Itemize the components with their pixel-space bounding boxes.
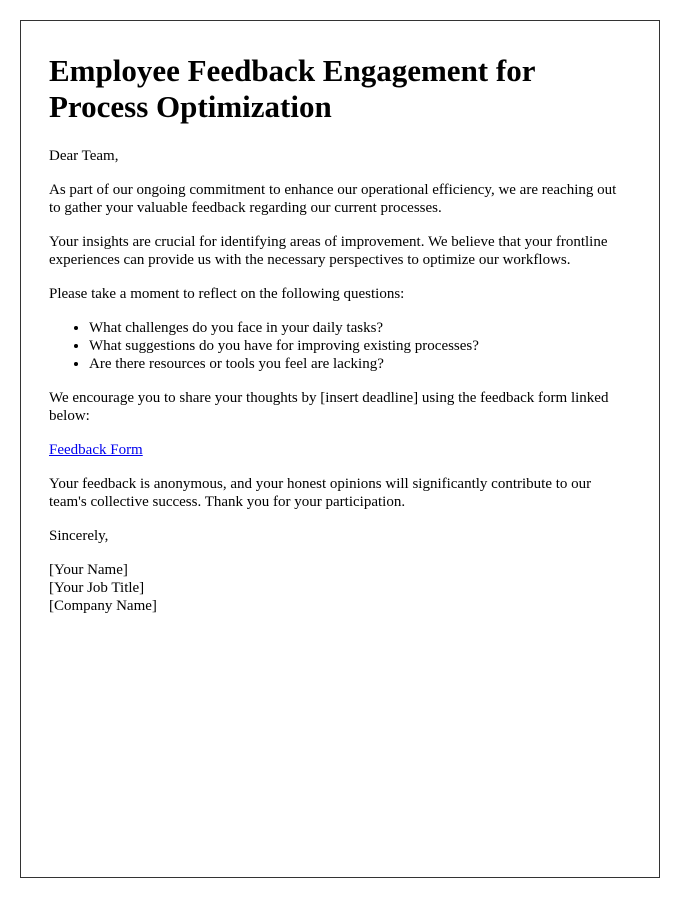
- signature-block: [49, 561, 631, 615]
- signature-company: [Company Name]: [49, 598, 157, 614]
- signature-name: [Your Name]: [49, 562, 128, 578]
- questions-intro: Please take a moment to reflect on the following questions:: [49, 286, 405, 302]
- feedback-form-link[interactable]: Feedback Form: [49, 442, 143, 458]
- deadline-paragraph: We encourage you to share your thoughts by [insert deadline] using the feedback form linked below:: [49, 390, 609, 424]
- list-item: • Are there resources or tools you feel are lacking?: [89, 355, 631, 373]
- list-item: • What challenges do you face in your daily tasks?: [89, 319, 631, 337]
- letter-title: Employee Feedback Engagement for Process Optimization: [49, 53, 535, 124]
- insights-paragraph: Your insights are crucial for identifying areas of improvement. We believe that your frontline experiences can provide us with the necessary perspectives to optimize our workflows.: [49, 234, 608, 268]
- letter-page: [20, 20, 660, 878]
- signature-job-title: [Your Job Title]: [49, 580, 145, 596]
- closing-paragraph: Your feedback is anonymous, and your honest opinions will significantly contribute to our team's collective success. Thank you for your participation.: [49, 476, 592, 510]
- greeting: Dear Team,: [49, 148, 119, 164]
- feedback-link-row: [49, 441, 631, 459]
- intro-paragraph: As part of our ongoing commitment to enhance our operational efficiency, we are reaching out to gather your valuable feedback regarding our current processes.: [49, 182, 617, 216]
- questions-list: [49, 319, 631, 373]
- sign-off: Sincerely,: [49, 528, 109, 544]
- list-item: • What suggestions do you have for improving existing processes?: [89, 337, 631, 355]
